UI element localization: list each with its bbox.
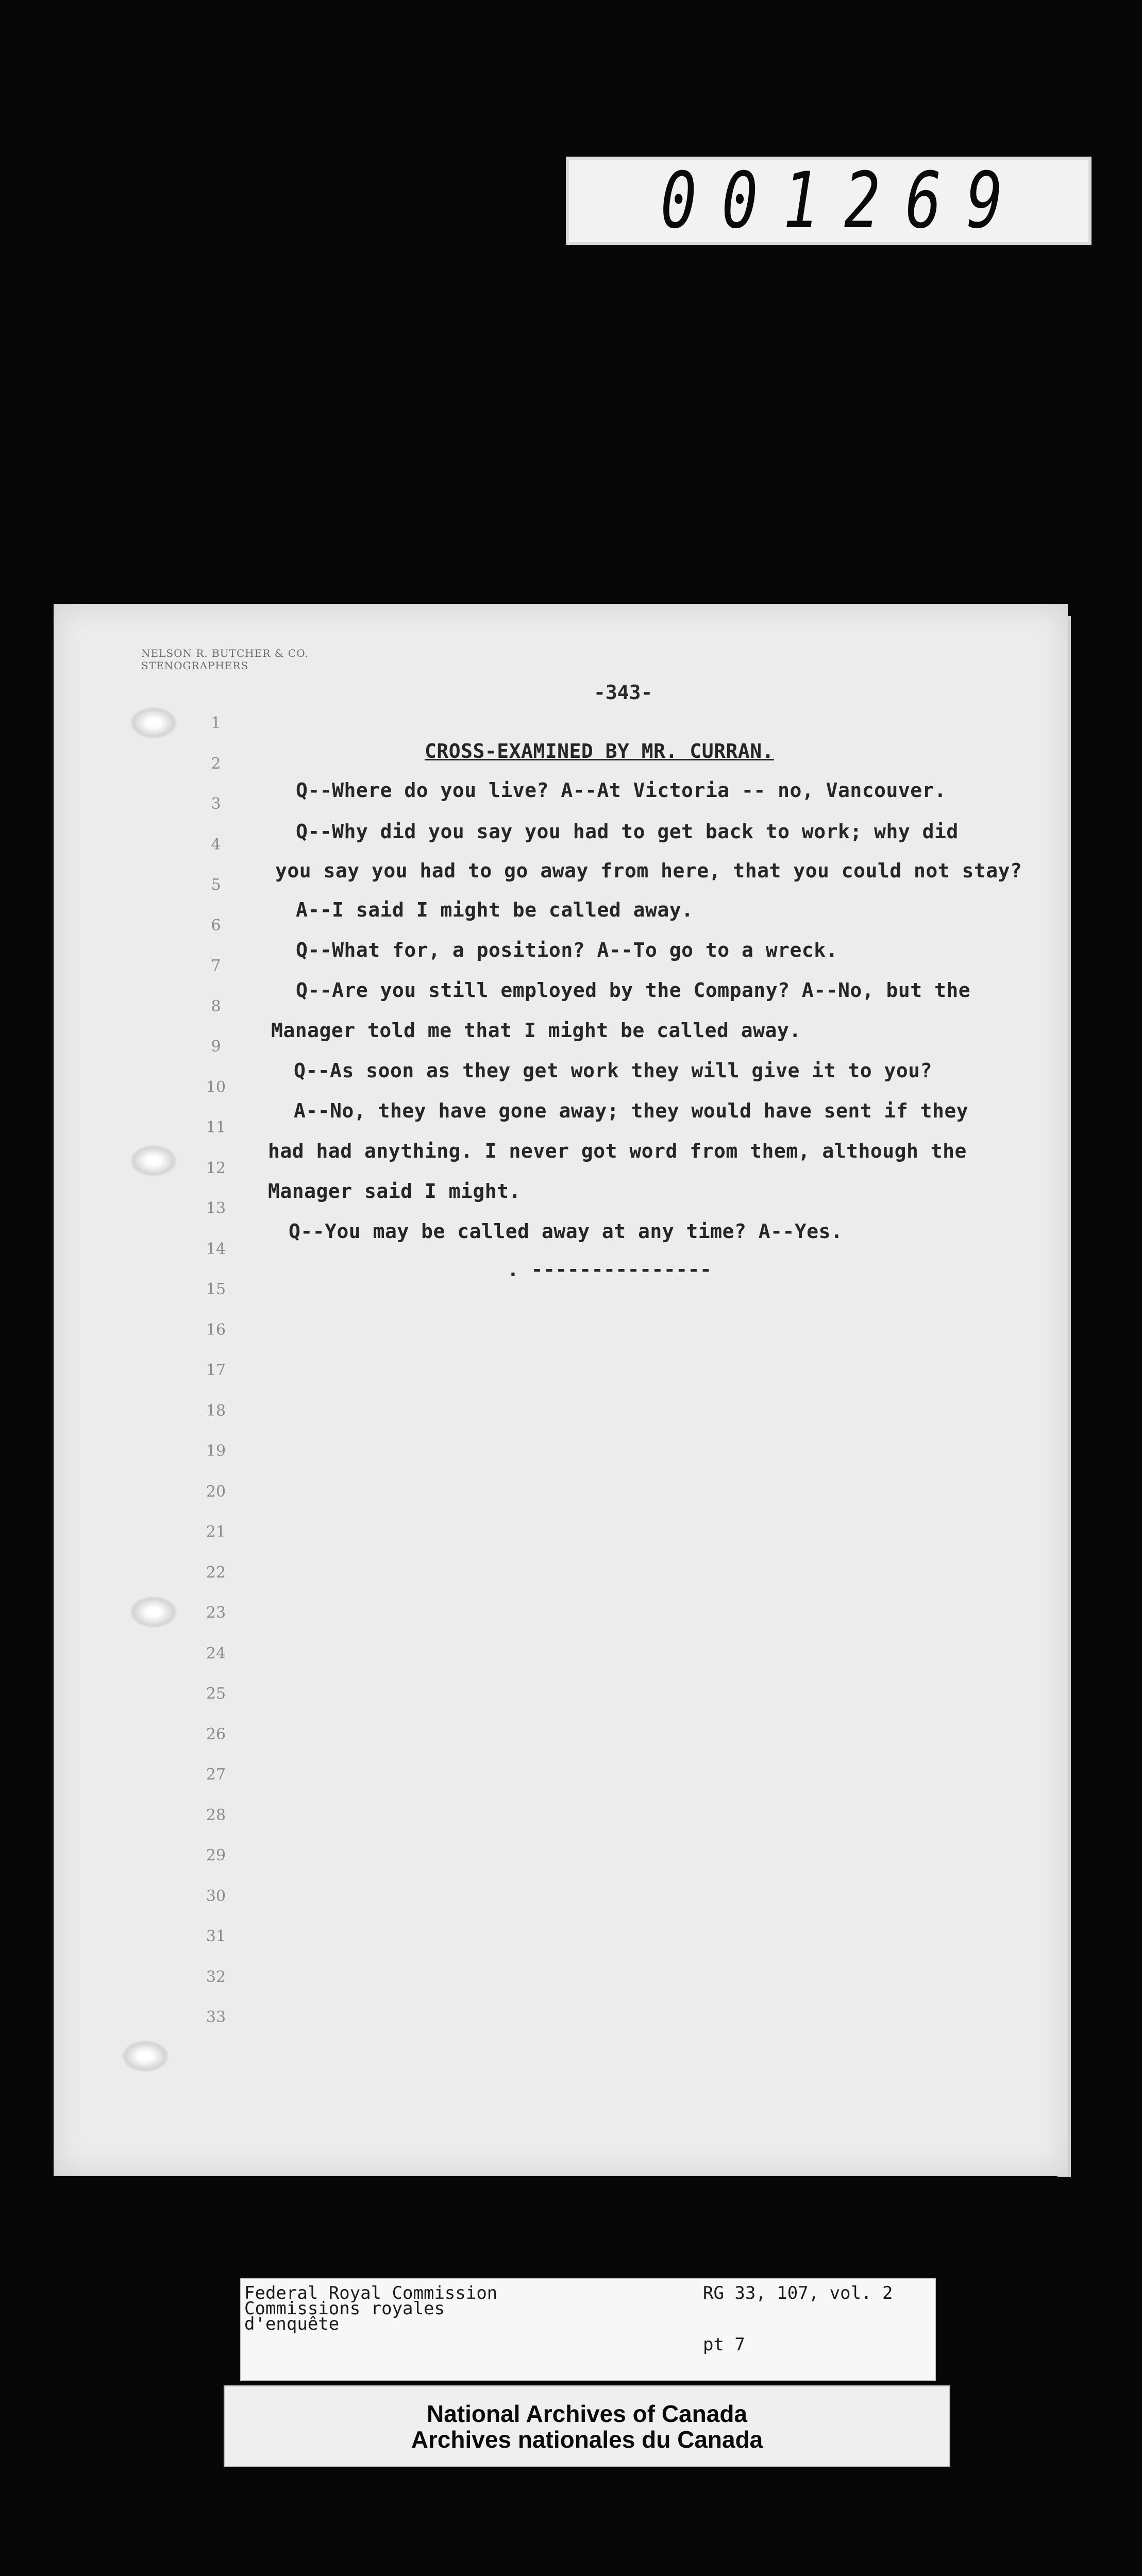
line-number: 33 [206, 2008, 226, 2026]
section-heading: CROSS-EXAMINED BY MR. CURRAN. [425, 740, 774, 762]
document-page [54, 604, 1068, 2176]
line-number: 7 [211, 957, 221, 975]
archives-stamp [224, 2385, 950, 2467]
transcript-line: you say you had to go away from here, that you could not stay? [275, 859, 1022, 882]
line-number: 32 [206, 1968, 226, 1986]
line-number: 6 [211, 916, 221, 935]
line-number: 4 [211, 835, 221, 854]
page-number: -343- [594, 681, 653, 704]
letterhead-subtitle: STENOGRAPHERS [141, 659, 249, 672]
line-number: 1 [211, 714, 221, 732]
line-number: 12 [206, 1159, 226, 1177]
transcript-line: Q--Where do you live? A--At Victoria -- no, Vancouver. [296, 779, 947, 802]
record-group-reference: RG 33, 107, vol. 2 [703, 2283, 893, 2303]
line-number: 28 [206, 1806, 226, 1824]
line-number: 24 [206, 1644, 226, 1663]
line-number: 17 [206, 1361, 226, 1379]
punch-hole [130, 1596, 177, 1628]
commission-name-en: Federal Royal Commission [244, 2283, 498, 2303]
line-number: 19 [206, 1442, 226, 1460]
letterhead-firm: NELSON R. BUTCHER & CO. [141, 647, 309, 659]
transcript-line: Manager said I might. [268, 1180, 521, 1202]
archives-name-en: National Archives of Canada [426, 2400, 747, 2427]
line-number: 5 [211, 876, 221, 894]
transcript-line: Q--You may be called away at any time? A--Yes. [289, 1220, 843, 1243]
transcript-line: had had anything. I never got word from them, although the [268, 1140, 967, 1162]
punch-hole [130, 707, 177, 739]
line-number: 22 [206, 1563, 226, 1582]
transcript-line: Manager told me that I might be called away. [271, 1019, 801, 1042]
frame-number: 001269 [660, 156, 1028, 246]
commission-name-fr: Commissions royales [244, 2298, 445, 2319]
archive-reference-label [240, 2278, 936, 2381]
transcript-line: Q--What for, a position? A--To go to a wreck. [296, 939, 838, 961]
line-number: 10 [206, 1078, 226, 1096]
line-number: 20 [206, 1482, 226, 1501]
transcript-line: Q--Why did you say you had to get back to work; why did [296, 820, 959, 843]
closing-rule: . --------------- [507, 1258, 712, 1281]
transcript-line: A--I said I might be called away. [296, 899, 694, 921]
line-number: 2 [211, 754, 221, 773]
line-number: 15 [206, 1280, 226, 1298]
part-number: pt 7 [703, 2334, 745, 2355]
line-number: 27 [206, 1766, 226, 1784]
line-number: 26 [206, 1725, 226, 1743]
punch-hole [130, 1145, 177, 1177]
line-number: 14 [206, 1240, 226, 1258]
frame-number-plate [566, 157, 1091, 245]
line-number: 23 [206, 1604, 226, 1622]
transcript-line: Q--Are you still employed by the Company? A--No, but the [296, 979, 971, 1002]
line-number: 29 [206, 1846, 226, 1865]
transcript-line: A--No, they have gone away; they would have sent if they [294, 1099, 969, 1122]
line-number: 16 [206, 1320, 226, 1339]
archives-name-fr: Archives nationales du Canada [411, 2426, 763, 2453]
line-number: 18 [206, 1401, 226, 1420]
line-number: 8 [211, 997, 221, 1015]
line-number: 11 [206, 1118, 226, 1137]
line-number: 9 [211, 1038, 221, 1056]
line-number: 3 [211, 795, 221, 813]
line-number: 21 [206, 1523, 226, 1541]
letterhead [141, 647, 309, 672]
line-number: 25 [206, 1685, 226, 1703]
line-number: 30 [206, 1887, 226, 1905]
line-number: 31 [206, 1927, 226, 1945]
line-number: 13 [206, 1199, 226, 1217]
transcript-line: Q--As soon as they get work they will give it to you? [294, 1059, 933, 1082]
punch-hole [122, 2040, 169, 2072]
commission-name-fr-2: d'enquête [244, 2314, 340, 2334]
